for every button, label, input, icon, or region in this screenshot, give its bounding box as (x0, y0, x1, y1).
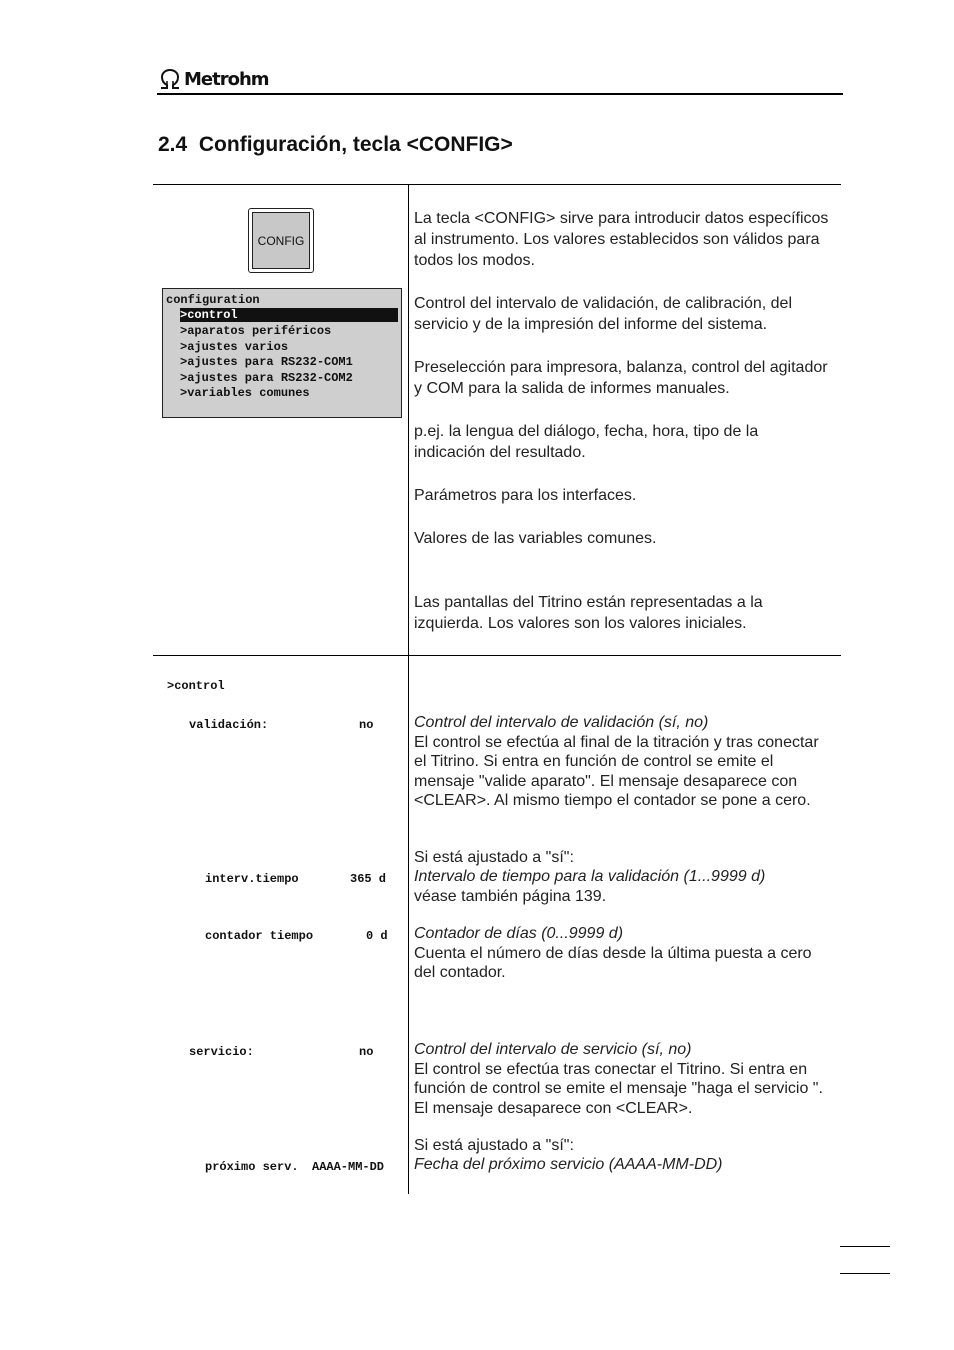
si-ajustado-note: Si está ajustado a "sí": (414, 1137, 574, 1154)
servicio-text: El control se efectúa tras conectar el Titrino. Si entra en función de control se emite el mensaje "haga el servicio ". El mensaje desaparece con <CLEAR>. (414, 1060, 823, 1117)
interv-title: Intervalo de tiempo para la validación (1...9999 d) (414, 868, 766, 885)
si-ajustado-note: Si está ajustado a "sí": (414, 849, 574, 866)
page-marker-rule (840, 1273, 890, 1274)
lcd-item: >aparatos periféricos (180, 324, 332, 338)
lcd-display (162, 288, 402, 418)
validacion-title: Control del intervalo de validación (sí, no) (414, 714, 709, 731)
contador-label: contador tiempo (205, 929, 314, 943)
intro-paragraph: La tecla <CONFIG> sirve para introducir datos específicos al instrumento. Los valores establecidos son válidos para todos los modos. (414, 210, 829, 269)
metrohm-logo (158, 66, 269, 92)
header-rule (157, 93, 843, 95)
validacion-description (414, 713, 834, 811)
table-mid-rule (153, 655, 841, 656)
lcd-item: >ajustes para RS232-COM2 (180, 371, 353, 385)
column-divider (408, 185, 409, 1194)
servicio-description (414, 1040, 836, 1118)
intro-paragraph: Parámetros para los interfaces. (414, 487, 637, 504)
lcd-title: configuration (166, 293, 260, 307)
proximo-title: Fecha del próximo servicio (AAAA-MM-DD) (414, 1156, 723, 1173)
interv-description (414, 867, 834, 906)
lcd-item: >ajustes para RS232-COM1 (180, 355, 353, 369)
control-heading: >control (167, 679, 225, 693)
validacion-label: validación: (189, 718, 269, 732)
section-heading (158, 133, 513, 157)
logo-text: Metrohm (184, 68, 269, 90)
intro-paragraph: Valores de las variables comunes. (414, 530, 657, 547)
lcd-item-selected: >control (180, 308, 398, 322)
config-key-face (252, 212, 310, 269)
contador-description (414, 924, 834, 983)
page-marker-rule (840, 1246, 890, 1247)
validacion-text: El control se efectúa al final de la titración y tras conectar el Titrino. Si entra en función de control se emite el mensaje "valide aparato". El mensaje desaparece con <CLEAR>. Al mismo tiempo el contador se pone a cero. (414, 733, 819, 809)
intro-paragraph: Las pantallas del Titrino están representadas a la izquierda. Los valores son los valores iniciales. (414, 594, 763, 632)
intro-paragraph: Preselección para impresora, balanza, control del agitador y COM para la salida de informes manuales. (414, 359, 828, 397)
contador-value: 0 d (366, 929, 388, 943)
contador-title: Contador de días (0...9999 d) (414, 925, 624, 942)
proximo-value: AAAA-MM-DD (312, 1160, 385, 1174)
section-number: 2.4 (158, 133, 188, 156)
intro-paragraph: p.ej. la lengua del diálogo, fecha, hora, tipo de la indicación del resultado. (414, 423, 759, 461)
lcd-item: >ajustes varios (180, 340, 289, 354)
config-key (248, 208, 314, 273)
contador-text: Cuenta el número de días desde la última puesta a cero del contador. (414, 944, 812, 981)
section-title: Configuración, tecla <CONFIG> (198, 133, 513, 156)
servicio-value: no (359, 1045, 374, 1059)
intro-paragraph: Control del intervalo de validación, de calibración, del servicio y de la impresión del informe del sistema. (414, 295, 792, 333)
interv-value: 365 d (350, 872, 387, 886)
servicio-title: Control del intervalo de servicio (sí, no) (414, 1041, 692, 1058)
table-top-rule (153, 184, 841, 185)
interv-label: interv.tiempo (205, 872, 299, 886)
lcd-item: >variables comunes (180, 386, 310, 400)
servicio-label: servicio: (189, 1045, 254, 1059)
metrohm-ohm-icon (158, 68, 182, 90)
interv-text: véase también página 139. (414, 887, 607, 905)
config-key-label: CONFIG (257, 233, 305, 248)
proximo-label: próximo serv. (205, 1160, 299, 1174)
validacion-value: no (359, 718, 374, 732)
